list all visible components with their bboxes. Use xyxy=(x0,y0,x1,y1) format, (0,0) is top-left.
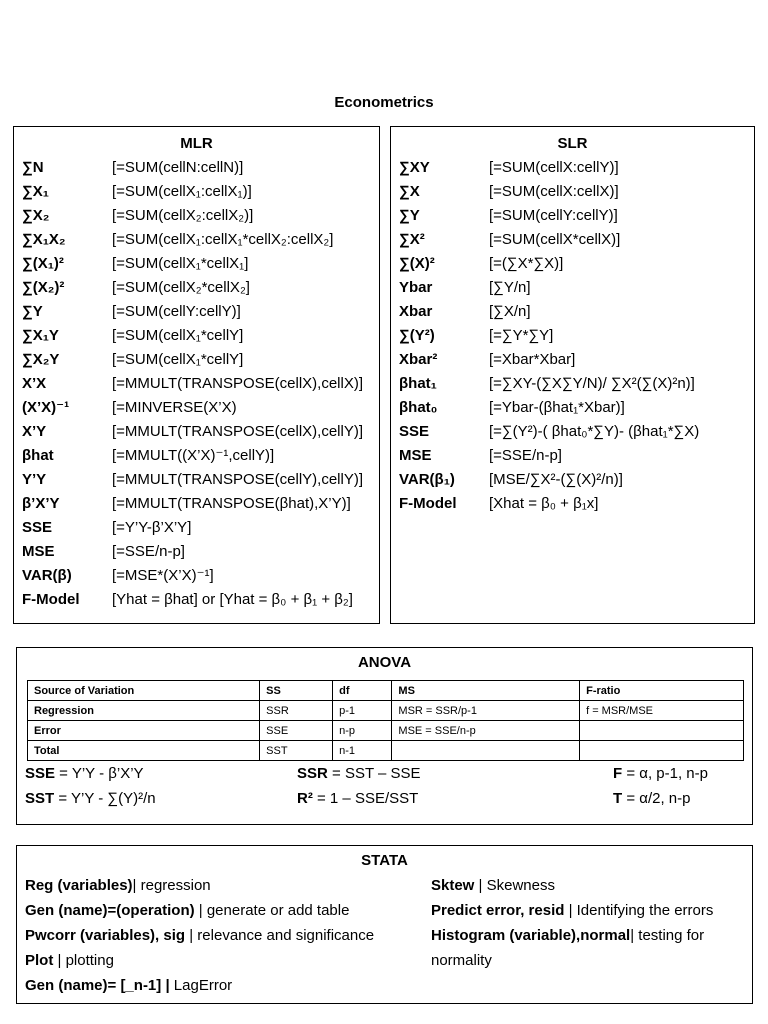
table-cell: MSR = SSR/p-1 xyxy=(392,701,580,721)
r2-label: R² xyxy=(297,790,313,807)
formula-label: F-Model xyxy=(22,591,80,608)
formula-label: ∑Y xyxy=(22,303,43,320)
formula-label: MSE xyxy=(399,447,432,464)
anova-header-source: Source of Variation xyxy=(28,681,260,701)
formula-value: [=Ybar-(βhat₁*Xbar)] xyxy=(489,399,625,416)
command-name: Plot xyxy=(25,952,54,969)
command-name: Gen (name)=(operation) xyxy=(25,902,195,919)
formula-label: ∑XY xyxy=(399,159,430,176)
formula-value: [MSE/∑X²-(∑(X)²/n)] xyxy=(489,471,623,488)
formula-label: ∑N xyxy=(22,159,44,176)
formula-label: SSE xyxy=(399,423,430,440)
formula-value: [=SUM(cellX₁*cellX₁] xyxy=(112,255,249,272)
formula-label: (X’X)⁻¹ xyxy=(22,399,70,416)
formula-value: [=SUM(cellX₁:cellX₁*cellX₂:cellX₂] xyxy=(112,231,334,248)
formula-label: βhat₀ xyxy=(399,399,438,416)
stata-command xyxy=(25,923,374,948)
formula-label: ∑(Y²) xyxy=(399,327,435,344)
anova-table xyxy=(27,680,744,761)
formula-label: ∑X xyxy=(399,183,420,200)
formula-label: Xbar xyxy=(399,303,433,320)
formula-value: [Xhat = β₀ + β₁x] xyxy=(489,495,599,512)
formula-label: VAR(β) xyxy=(22,567,72,584)
formula-value: [=MINVERSE(X’X) xyxy=(112,399,237,416)
sse-value: = Y’Y - β’X’Y xyxy=(55,765,144,782)
command-name: Pwcorr (variables), sig xyxy=(25,927,186,944)
formula-label: ∑X₁X₂ xyxy=(22,231,66,248)
anova-title: ANOVA xyxy=(357,654,412,671)
table-cell: Error xyxy=(28,721,260,741)
table-cell: MSE = SSE/n-p xyxy=(392,721,580,741)
slr-panel xyxy=(390,126,755,624)
formula-label: MSE xyxy=(22,543,55,560)
formula-value: [=MSE*(X’X)⁻¹] xyxy=(112,567,214,584)
formula-value: [=∑XY-(∑X∑Y/N)/ ∑X²(∑(X)²n)] xyxy=(489,375,695,392)
sst-value: = Y’Y - ∑(Y)²/n xyxy=(54,790,156,807)
anova-header-ss: SS xyxy=(260,681,333,701)
formula-value: [∑Y/n] xyxy=(489,279,531,296)
page-title: Econometrics xyxy=(334,94,434,111)
f-label: F xyxy=(613,765,623,782)
formula-value: [=SUM(cellY:cellY)] xyxy=(489,207,618,224)
stata-panel xyxy=(16,845,753,1004)
formula-label: X’Y xyxy=(22,423,47,440)
ssr-label: SSR xyxy=(297,765,328,782)
sst-label: SST xyxy=(25,790,55,807)
formula-value: [=MMULT(TRANSPOSE(cellX),cellY)] xyxy=(112,423,364,440)
anova-panel xyxy=(16,647,753,825)
formula-value: [Yhat = βhat] or [Yhat = β₀ + β₁ + β₂] xyxy=(112,591,353,608)
table-cell: Total xyxy=(28,741,260,761)
command-desc: LagError xyxy=(169,977,233,994)
slr-title: SLR xyxy=(557,135,588,152)
mlr-title: MLR xyxy=(180,135,213,152)
formula-value: [=SUM(cellX:cellY)] xyxy=(489,159,619,176)
stata-command xyxy=(25,948,114,973)
formula-value: [=SUM(cellX₁:cellX₁)] xyxy=(112,183,252,200)
stata-command xyxy=(25,973,232,998)
command-name: Sktew xyxy=(431,877,475,894)
mlr-panel xyxy=(13,126,380,624)
table-cell xyxy=(580,741,744,761)
table-cell: SSR xyxy=(260,701,333,721)
table-cell: SST xyxy=(260,741,333,761)
formula-label: ∑X₁ xyxy=(22,183,49,200)
formula-value: [=∑Y*∑Y] xyxy=(489,327,554,344)
command-desc: | plotting xyxy=(53,952,114,969)
table-cell: p-1 xyxy=(333,701,392,721)
stata-command xyxy=(431,948,492,973)
formula-value: [=SUM(cellX₂:cellX₂)] xyxy=(112,207,254,224)
formula-value: [=(∑X*∑X)] xyxy=(489,255,564,272)
formula-value: [=SSE/n-p] xyxy=(489,447,562,464)
stata-command xyxy=(431,898,713,923)
sse-formula xyxy=(25,765,144,782)
command-desc: | relevance and significance xyxy=(185,927,375,944)
formula-value: [=Y’Y-β’X’Y] xyxy=(112,519,192,536)
formula-value: [=SUM(cellX:cellX)] xyxy=(489,183,619,200)
formula-value: [=SUM(cellX₁*cellY] xyxy=(112,327,244,344)
formula-label: VAR(β₁) xyxy=(399,471,455,488)
table-cell: n-1 xyxy=(333,741,392,761)
formula-label: F-Model xyxy=(399,495,457,512)
command-desc: | generate or add table xyxy=(194,902,350,919)
formula-label: ∑(X)² xyxy=(399,255,435,272)
formula-label: β’X’Y xyxy=(22,495,60,512)
anova-header-row xyxy=(28,681,744,701)
anova-header-fratio: F-ratio xyxy=(580,681,744,701)
command-name: Predict error, resid xyxy=(431,902,565,919)
table-cell: n-p xyxy=(333,721,392,741)
command-desc: | regression xyxy=(132,877,211,894)
formula-value: [=MMULT(TRANSPOSE(cellX),cellX)] xyxy=(112,375,364,392)
t-formula xyxy=(613,790,690,807)
formula-value: [=SUM(cellX₂*cellX₂] xyxy=(112,279,250,296)
formula-label: Xbar² xyxy=(399,351,438,368)
formula-label: βhat₁ xyxy=(399,375,437,392)
table-row xyxy=(28,721,744,741)
table-cell: f = MSR/MSE xyxy=(580,701,744,721)
formula-label: ∑X₁Y xyxy=(22,327,59,344)
formula-label: βhat xyxy=(22,447,54,464)
anova-header-ms: MS xyxy=(392,681,580,701)
formula-label: ∑X₂ xyxy=(22,207,50,224)
formula-value: [=SUM(cellX₁*cellY] xyxy=(112,351,244,368)
formula-value: [=∑(Y²)-( βhat₀*∑Y)- (βhat₁*∑X) xyxy=(489,423,700,440)
t-label: T xyxy=(613,790,623,807)
formula-value: [=SUM(cellY:cellY)] xyxy=(112,303,241,320)
table-cell: SSE xyxy=(260,721,333,741)
formula-value: [=Xbar*Xbar] xyxy=(489,351,576,368)
table-cell xyxy=(580,721,744,741)
formula-value: [=SUM(cellX*cellX)] xyxy=(489,231,621,248)
formula-label: Ybar xyxy=(399,279,433,296)
formula-value: [=SSE/n-p] xyxy=(112,543,185,560)
stata-title: STATA xyxy=(361,852,408,869)
table-cell xyxy=(392,741,580,761)
formula-label: ∑(X₁)² xyxy=(22,255,64,272)
formula-value: [=MMULT(TRANSPOSE(cellY),cellY)] xyxy=(112,471,364,488)
formula-value: [=MMULT((X’X)⁻¹,cellY)] xyxy=(112,447,275,464)
formula-label: ∑X² xyxy=(399,231,425,248)
r2-value: = 1 – SSE/SST xyxy=(312,790,419,807)
stata-command xyxy=(431,923,704,948)
t-value: = α/2, n-p xyxy=(622,790,691,807)
table-cell: Regression xyxy=(28,701,260,721)
formula-value: [=SUM(cellN:cellN)] xyxy=(112,159,244,176)
stata-command xyxy=(25,873,211,898)
anova-header-df: df xyxy=(333,681,392,701)
command-name: Gen (name)= [_n-1] | xyxy=(25,977,170,994)
formula-value: [=MMULT(TRANSPOSE(βhat),X’Y)] xyxy=(112,495,351,512)
r2-formula xyxy=(297,790,418,807)
sse-label: SSE xyxy=(25,765,56,782)
formula-value: [∑X/n] xyxy=(489,303,531,320)
command-name: Histogram (variable),normal xyxy=(431,927,631,944)
formula-label: ∑X₂Y xyxy=(22,351,60,368)
command-desc: | Skewness xyxy=(474,877,555,894)
table-row xyxy=(28,741,744,761)
f-formula xyxy=(613,765,708,782)
command-name: Reg (variables) xyxy=(25,877,133,894)
formula-label: SSE xyxy=(22,519,53,536)
command-desc: | testing for xyxy=(630,927,705,944)
table-row xyxy=(28,701,744,721)
stata-command xyxy=(431,873,555,898)
formula-label: Y’Y xyxy=(22,471,47,488)
command-desc: | Identifying the errors xyxy=(564,902,714,919)
sst-formula xyxy=(25,790,156,807)
ssr-formula xyxy=(297,765,421,782)
ssr-value: = SST – SSE xyxy=(327,765,421,782)
command-desc: normality xyxy=(431,952,492,969)
formula-label: ∑Y xyxy=(399,207,420,224)
stata-command xyxy=(25,898,349,923)
f-value: = α, p-1, n-p xyxy=(622,765,708,782)
formula-label: ∑(X₂)² xyxy=(22,279,65,296)
formula-label: X’X xyxy=(22,375,47,392)
